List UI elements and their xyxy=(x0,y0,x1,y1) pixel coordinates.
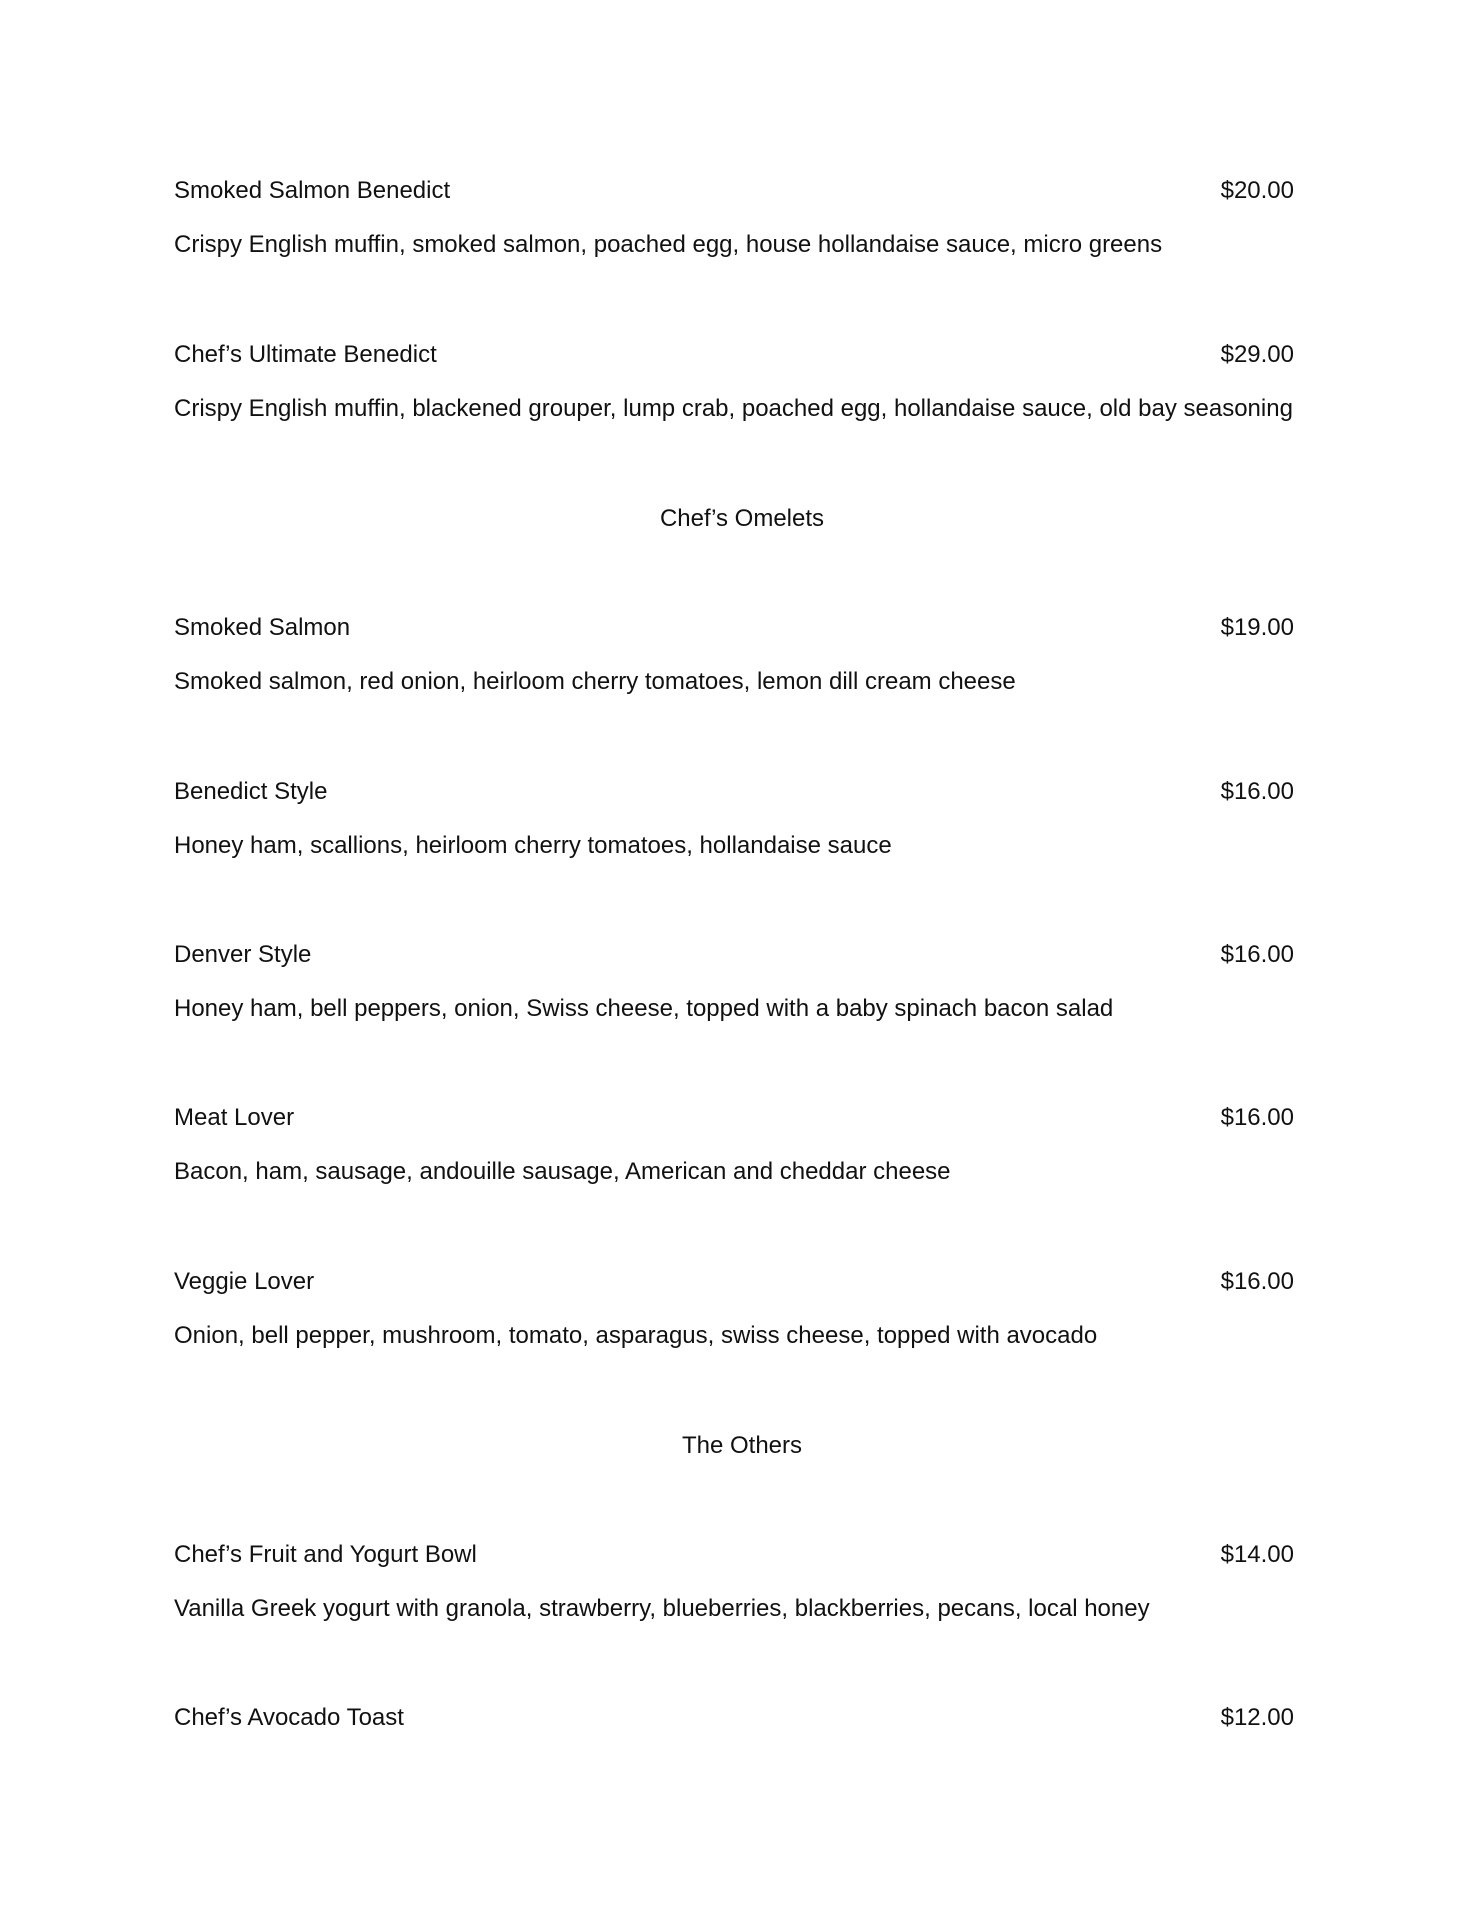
menu-item-title-row xyxy=(174,174,1294,208)
menu-item-title-row xyxy=(174,775,1294,809)
menu-item-description: Smoked salmon, red onion, heirloom cherry tomatoes, lemon dill cream cheese xyxy=(174,668,1016,695)
menu-item-price: $12.00 xyxy=(1220,1704,1294,1731)
menu-item-description: Vanilla Greek yogurt with granola, strawberry, blueberries, blackberries, pecans, local honey xyxy=(174,1595,1150,1622)
menu-item-price: $16.00 xyxy=(1220,1104,1294,1131)
menu-item-description: Onion, bell pepper, mushroom, tomato, asparagus, swiss cheese, topped with avocado xyxy=(174,1322,1098,1349)
menu-item-name: Smoked Salmon xyxy=(174,614,351,641)
section-heading-others: The Others xyxy=(681,1432,803,1459)
menu-item-description-row xyxy=(174,1592,1294,1626)
menu-item-name: Smoked Salmon Benedict xyxy=(174,177,451,204)
menu-item-name: Chef’s Ultimate Benedict xyxy=(174,341,437,368)
menu-item-description: Honey ham, bell peppers, onion, Swiss cheese, topped with a baby spinach bacon salad xyxy=(174,995,1114,1022)
menu-item-title-row xyxy=(174,338,1294,372)
menu-item-description-row xyxy=(174,392,1294,426)
menu-item-price: $19.00 xyxy=(1220,614,1294,641)
menu-item-description-row xyxy=(174,992,1294,1026)
menu-item-description: Bacon, ham, sausage, andouille sausage, American and cheddar cheese xyxy=(174,1158,951,1185)
menu-item-title-row xyxy=(174,1265,1294,1299)
menu-item-price: $16.00 xyxy=(1220,941,1294,968)
menu-item-price: $29.00 xyxy=(1220,341,1294,368)
menu-item-description-row xyxy=(174,1319,1294,1353)
menu-item-name: Benedict Style xyxy=(174,778,328,805)
menu-item-description: Crispy English muffin, smoked salmon, poached egg, house hollandaise sauce, micro greens xyxy=(174,231,1163,258)
menu-item-price: $14.00 xyxy=(1220,1541,1294,1568)
menu-item-title-row xyxy=(174,1538,1294,1572)
menu-item-name: Meat Lover xyxy=(174,1104,295,1131)
section-heading-omelets: Chef’s Omelets xyxy=(659,505,825,532)
menu-item-description-row xyxy=(174,829,1294,863)
menu-item-title-row xyxy=(174,611,1294,645)
menu-item-price: $20.00 xyxy=(1220,177,1294,204)
menu-item-title-row xyxy=(174,938,1294,972)
menu-item-description: Crispy English muffin, blackened grouper, lump crab, poached egg, hollandaise sauce, old bay seasoning xyxy=(174,395,1293,422)
menu-item-name: Denver Style xyxy=(174,941,312,968)
menu-item-title-row xyxy=(174,1701,1294,1735)
menu-item-name: Chef’s Fruit and Yogurt Bowl xyxy=(174,1541,477,1568)
menu-item-price: $16.00 xyxy=(1220,778,1294,805)
menu-item-title-row xyxy=(174,1101,1294,1135)
menu-item-description-row xyxy=(174,665,1294,699)
menu-item-name: Chef’s Avocado Toast xyxy=(174,1704,404,1731)
menu-item-name: Veggie Lover xyxy=(174,1268,315,1295)
menu-item-description-row xyxy=(174,228,1294,262)
menu-item-price: $16.00 xyxy=(1220,1268,1294,1295)
menu-item-description-row xyxy=(174,1155,1294,1189)
menu-item-description: Honey ham, scallions, heirloom cherry tomatoes, hollandaise sauce xyxy=(174,832,892,859)
